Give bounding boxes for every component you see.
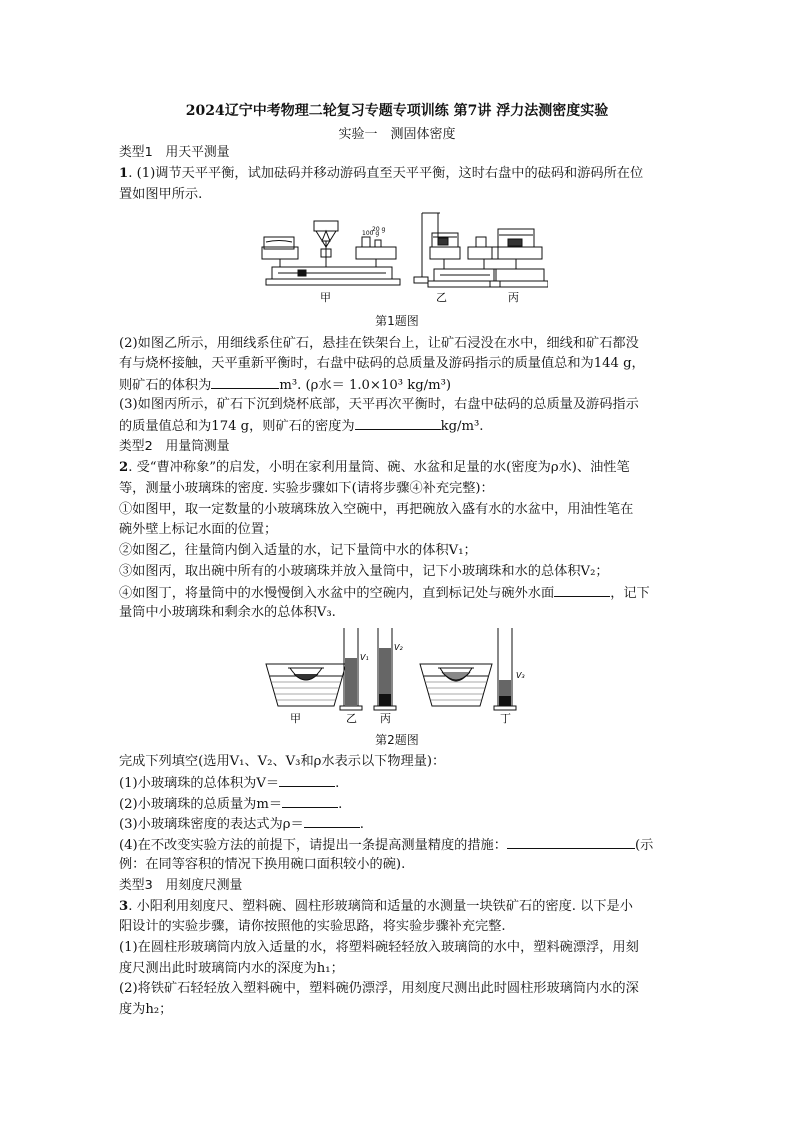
q2-a3-text: (3)小玻璃珠密度的表达式为ρ＝ xyxy=(119,817,304,832)
q3-line2: 阳设计的实验步骤，请你按照他的实验思路，将实验步骤补充完整. xyxy=(119,919,506,934)
q2-line1 xyxy=(119,458,679,479)
answer-blank-mass[interactable] xyxy=(282,793,338,808)
q2-text1: . 受“曹冲称象”的启发，小明在家利用量筒、碗、水盆和足量的水(密度为ρ水)、油性笔 xyxy=(128,460,630,475)
page-subtitle: 实验一 测固体密度 xyxy=(338,127,456,142)
basin-ding xyxy=(420,664,492,706)
answer-blank-measure[interactable] xyxy=(507,834,635,849)
q1-line2: 置如图甲所示. xyxy=(119,187,203,202)
q1-p2-line2: 有与烧杯接触，天平重新平衡时，右盘中砝码的总质量及游码指示的质量值总和为144 g， xyxy=(119,356,645,371)
q3-s1b: 度尺测出此时玻璃筒内水的深度为h₁； xyxy=(119,961,344,976)
q2-a1 xyxy=(119,772,679,795)
q3-text1: . 小阳利用刻度尺、塑料碗、圆柱形玻璃筒和适量的水测量一块铁矿石的密度. 以下是小 xyxy=(128,899,633,914)
q1-number: 1 xyxy=(119,166,129,181)
answer-blank-density-expr[interactable] xyxy=(304,813,360,828)
label-v3: V₃ xyxy=(516,671,525,680)
q2-a3-period: . xyxy=(359,817,364,832)
q3-s2b: 度为h₂； xyxy=(119,1002,173,1017)
fig1-label-yi: 乙 xyxy=(436,291,447,304)
q2-step4-text: ④如图丁，将量筒中的水慢慢倒入水盆中的空碗内，直到标记处与碗外水面 xyxy=(119,586,555,601)
answer-blank-density[interactable] xyxy=(355,415,441,430)
q2-a4-text: (4)在不改变实验方法的前提下，请提出一条提高测量精度的措施： xyxy=(119,838,507,853)
q1-p2-text: 则矿石的体积为 xyxy=(119,378,212,393)
figure-1-balances xyxy=(258,207,548,305)
q2-step1a: ①如图甲，取一定数量的小玻璃珠放入空碗中，再把碗放入盛有水的水盆中，用油性笔在 xyxy=(119,502,634,517)
figure-1-caption: 第1题图 xyxy=(375,314,419,328)
q1-p3-line1: (3)如图丙所示，矿石下沉到烧杯底部，天平再次平衡时，右盘中砝码的总质量及游码指示 xyxy=(119,397,639,412)
q1-p2-line3 xyxy=(119,374,679,397)
page-title: 2024辽宁中考物理二轮复习专题专项训练 第7讲 浮力法测密度实验 xyxy=(185,103,609,119)
q1-p3-text: 的质量值总和为174 g，则矿石的密度为 xyxy=(119,419,355,434)
answer-blank-volume[interactable] xyxy=(211,374,279,389)
balance-yi xyxy=(414,213,500,287)
q2-a3 xyxy=(119,813,679,836)
fig1-label-bing: 丙 xyxy=(508,291,519,304)
label-v2: V₂ xyxy=(394,643,403,652)
q2-step4-tail: ，记下 xyxy=(610,586,650,601)
q2-step1b: 碗外壁上标记水面的位置； xyxy=(119,522,278,537)
q2-a4c: 例：在同等容积的情况下换用碗口面积较小的碗). xyxy=(119,857,406,872)
q2-step4a xyxy=(119,582,679,605)
answer-blank-step4[interactable] xyxy=(554,582,610,597)
figure-2-caption: 第2题图 xyxy=(375,733,419,747)
weight-20g-label: 20 g xyxy=(372,226,386,233)
q2-a4 xyxy=(119,834,679,857)
q2-a4-tail: (示 xyxy=(634,838,654,853)
cylinder-yi xyxy=(340,628,362,710)
q2-number: 2 xyxy=(119,460,129,475)
q2-step2: ②如图乙，往量筒内倒入适量的水，记下量筒中水的体积V₁； xyxy=(119,543,477,558)
section-heading-type1: 类型1 用天平测量 xyxy=(119,145,230,160)
q1-text1: . (1)调节天平平衡，试加砝码并移动游码直至天平平衡，这时右盘中的砝码和游码所在位 xyxy=(128,166,644,181)
q2-a2-period: . xyxy=(338,797,343,812)
q3-number: 3 xyxy=(119,899,129,914)
label-v1: V₁ xyxy=(360,653,369,662)
cylinder-ding xyxy=(494,628,516,710)
q3-s2a: (2)将铁矿石轻轻放入塑料碗中，塑料碗仍漂浮，用刻度尺测出此时圆柱形玻璃筒内水的深 xyxy=(119,981,639,996)
q1-p2-unit: m³. (ρ水＝ 1.0×10³ kg/m³) xyxy=(279,378,452,393)
q1-p3-unit: kg/m³. xyxy=(440,419,484,434)
q2-step4c: 量筒中小玻璃珠和剩余水的总体积V₃. xyxy=(119,605,336,620)
fig2-label-ding: 丁 xyxy=(500,712,511,725)
q3-s1a: (1)在圆柱形玻璃筒内放入适量的水，将塑料碗轻轻放入玻璃筒的水中，塑料碗漂浮，用刻 xyxy=(119,940,639,955)
q2-line2: 等，测量小玻璃珠的密度. 实验步骤如下(请将步骤④补充完整)： xyxy=(119,481,494,496)
fig2-label-jia: 甲 xyxy=(290,712,301,725)
fig1-label-jia: 甲 xyxy=(320,291,331,304)
q2-a2-text: (2)小玻璃珠的总质量为m＝ xyxy=(119,797,283,812)
q2-a1-text: (1)小玻璃珠的总体积为V＝ xyxy=(119,776,280,791)
basin-jia xyxy=(266,664,346,706)
balance-bing xyxy=(490,229,548,287)
q1-p2-line1: (2)如图乙所示，用细线系住矿石，悬挂在铁架台上，让矿石浸没在水中，细线和矿石都没 xyxy=(119,336,639,351)
answer-blank-volume-v[interactable] xyxy=(279,772,335,787)
cylinder-bing xyxy=(374,628,396,710)
q3-line1 xyxy=(119,897,679,918)
q1-line1 xyxy=(119,164,679,185)
fig2-label-yi: 乙 xyxy=(346,712,357,725)
q1-p3-line2 xyxy=(119,415,679,438)
figure-2-experiment xyxy=(262,622,552,726)
q2-a1-period: . xyxy=(335,776,340,791)
fig2-label-bing: 丙 xyxy=(380,712,391,725)
section-heading-type3: 类型3 用刻度尺测量 xyxy=(119,878,243,893)
section-heading-type2: 类型2 用量筒测量 xyxy=(119,439,230,454)
q2-intro: 完成下列填空(选用V₁、V₂、V₃和ρ水表示以下物理量)： xyxy=(119,754,446,769)
q2-step3: ③如图丙，取出碗中所有的小玻璃珠并放入量筒中，记下小玻璃珠和水的总体积V₂； xyxy=(119,564,609,579)
weight-100g-label: 100 g xyxy=(362,230,380,237)
